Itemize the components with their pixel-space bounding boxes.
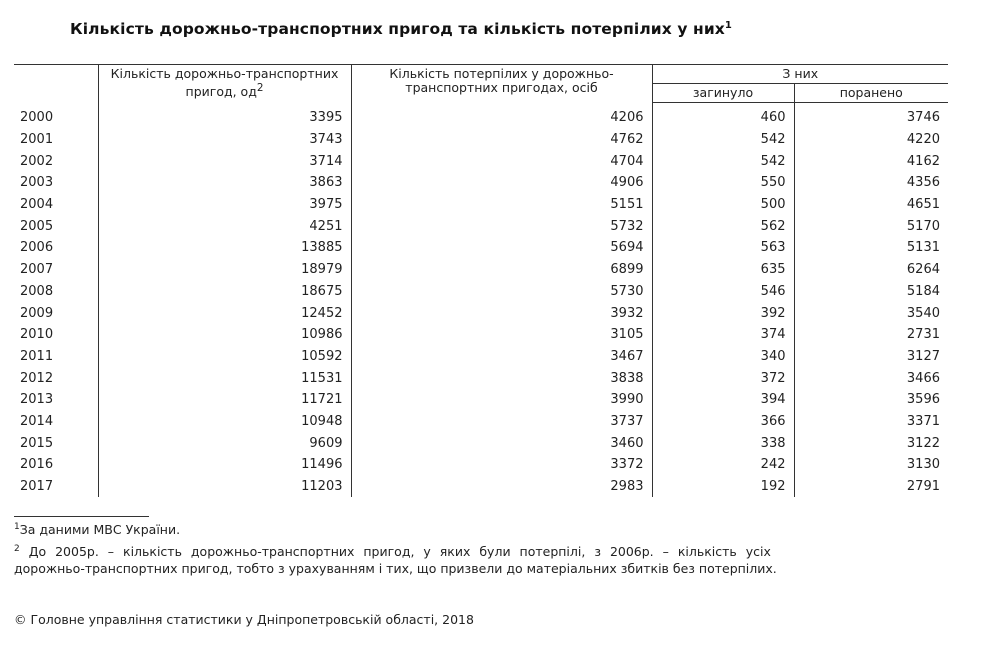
cell-injured: 3371 (794, 411, 948, 433)
cell-victims: 3990 (351, 389, 652, 411)
cell-year: 2014 (20, 413, 54, 429)
cell-victims: 3737 (351, 411, 652, 433)
header-injured: поранено (794, 84, 948, 103)
cell-victims: 4704 (351, 150, 652, 172)
cell-year: 2010 (20, 327, 54, 343)
footnote-1 (14, 519, 180, 538)
cell-year: 2002 (20, 153, 54, 169)
cell-injured: 3596 (794, 389, 948, 411)
cell-accidents: 18979 (98, 259, 351, 281)
cell-year: 2000 (20, 110, 54, 126)
table-row (14, 281, 948, 303)
table-row (14, 476, 948, 498)
cell-killed: 542 (652, 150, 794, 172)
table-body (14, 103, 948, 498)
cell-accidents: 11531 (98, 367, 351, 389)
cell-victims: 5694 (351, 237, 652, 259)
cell-victims: 4206 (351, 103, 652, 129)
cell-injured: 2731 (794, 324, 948, 346)
cell-killed: 340 (652, 346, 794, 368)
cell-year: 2015 (20, 435, 54, 451)
cell-accidents: 10948 (98, 411, 351, 433)
cell-killed: 460 (652, 103, 794, 129)
cell-victims: 6899 (351, 259, 652, 281)
cell-accidents: 12452 (98, 302, 351, 324)
table-row (14, 324, 948, 346)
title-footnote-mark: 1 (724, 20, 732, 31)
cell-injured: 3746 (794, 103, 948, 129)
header-victims: Кількість потерпілих у дорожньо-транспортних пригодах, осіб (351, 65, 652, 103)
cell-victims: 3467 (351, 346, 652, 368)
table-row (14, 172, 948, 194)
cell-injured: 3540 (794, 302, 948, 324)
cell-injured: 6264 (794, 259, 948, 281)
cell-killed: 366 (652, 411, 794, 433)
footnote-2 (14, 541, 934, 577)
page-title (70, 20, 732, 38)
cell-killed: 500 (652, 194, 794, 216)
cell-year: 2011 (20, 348, 54, 364)
cell-year: 2016 (20, 457, 54, 473)
table-row (14, 432, 948, 454)
accidents-table (14, 64, 948, 497)
cell-accidents: 11721 (98, 389, 351, 411)
cell-accidents: 4251 (98, 215, 351, 237)
cell-victims: 4762 (351, 129, 652, 151)
cell-killed: 394 (652, 389, 794, 411)
cell-year: 2004 (20, 197, 54, 213)
cell-accidents: 13885 (98, 237, 351, 259)
cell-victims: 5730 (351, 281, 652, 303)
cell-accidents: 18675 (98, 281, 351, 303)
table-row (14, 411, 948, 433)
cell-injured: 4162 (794, 150, 948, 172)
cell-victims: 4906 (351, 172, 652, 194)
cell-killed: 374 (652, 324, 794, 346)
cell-accidents: 3743 (98, 129, 351, 151)
cell-injured: 5184 (794, 281, 948, 303)
cell-accidents: 3863 (98, 172, 351, 194)
table-header (14, 65, 948, 103)
cell-victims: 3105 (351, 324, 652, 346)
cell-injured: 3122 (794, 432, 948, 454)
cell-killed: 338 (652, 432, 794, 454)
cell-injured: 5131 (794, 237, 948, 259)
title-text: Кількість дорожньо-транспортних пригод та кількість потерпілих у них (70, 20, 725, 39)
cell-injured: 4220 (794, 129, 948, 151)
table-row (14, 194, 948, 216)
cell-killed: 542 (652, 129, 794, 151)
cell-year: 2017 (20, 479, 54, 495)
cell-injured: 4356 (794, 172, 948, 194)
cell-accidents: 11203 (98, 476, 351, 498)
footnote-1-text: За даними МВС України. (19, 522, 181, 538)
cell-killed: 563 (652, 237, 794, 259)
cell-injured: 2791 (794, 476, 948, 498)
cell-accidents: 3714 (98, 150, 351, 172)
table-row (14, 215, 948, 237)
table-row (14, 454, 948, 476)
table-row (14, 389, 948, 411)
table-row (14, 237, 948, 259)
cell-injured: 3466 (794, 367, 948, 389)
footnote-2-line-1-text: До 2005р. – кількість дорожньо-транспортних пригод, у яких були потерпілі, з 2006р. – кількість усіх (28, 544, 771, 560)
cell-accidents: 10592 (98, 346, 351, 368)
header-accidents (98, 65, 351, 103)
header-accidents-label: Кількість дорожньо-транспортних пригод, од (110, 66, 339, 100)
table-row (14, 367, 948, 389)
footnote-2-line-2: дорожньо-транспортних пригод, тобто з урахуванням і тих, що призвели до матеріальних збитків без потерпілих. (14, 561, 777, 577)
cell-accidents: 3395 (98, 103, 351, 129)
table-row (14, 259, 948, 281)
cell-killed: 546 (652, 281, 794, 303)
cell-accidents: 9609 (98, 432, 351, 454)
table-row (14, 346, 948, 368)
table-row (14, 302, 948, 324)
cell-victims: 2983 (351, 476, 652, 498)
cell-year: 2009 (20, 305, 54, 321)
cell-injured: 3127 (794, 346, 948, 368)
header-accidents-footnote-mark: 2 (256, 82, 264, 94)
cell-victims: 5151 (351, 194, 652, 216)
cell-victims: 3932 (351, 302, 652, 324)
cell-year: 2007 (20, 262, 54, 278)
cell-killed: 550 (652, 172, 794, 194)
footnote-1-mark: 1 (14, 522, 20, 532)
header-killed: загинуло (652, 84, 794, 103)
cell-year: 2012 (20, 370, 54, 386)
cell-year: 2003 (20, 175, 54, 191)
cell-killed: 192 (652, 476, 794, 498)
footnote-2-mark: 2 (14, 544, 20, 554)
cell-killed: 562 (652, 215, 794, 237)
cell-victims: 3460 (351, 432, 652, 454)
cell-accidents: 10986 (98, 324, 351, 346)
table-row (14, 150, 948, 172)
cell-injured: 4651 (794, 194, 948, 216)
footnote-divider (14, 516, 149, 517)
table-row (14, 129, 948, 151)
copyright: © Головне управління статистики у Дніпропетровській області, 2018 (14, 612, 474, 627)
table-row (14, 103, 948, 129)
cell-killed: 372 (652, 367, 794, 389)
cell-victims: 5732 (351, 215, 652, 237)
cell-year: 2006 (20, 240, 54, 256)
cell-killed: 392 (652, 302, 794, 324)
cell-killed: 242 (652, 454, 794, 476)
cell-injured: 3130 (794, 454, 948, 476)
cell-victims: 3838 (351, 367, 652, 389)
cell-accidents: 3975 (98, 194, 351, 216)
cell-injured: 5170 (794, 215, 948, 237)
header-year (14, 65, 98, 103)
cell-killed: 635 (652, 259, 794, 281)
footnote-2-line-1 (14, 541, 934, 560)
cell-year: 2013 (20, 392, 54, 408)
cell-year: 2008 (20, 283, 54, 299)
cell-victims: 3372 (351, 454, 652, 476)
cell-year: 2001 (20, 132, 54, 148)
cell-year: 2005 (20, 218, 54, 234)
header-of-them: З них (652, 65, 948, 84)
cell-accidents: 11496 (98, 454, 351, 476)
